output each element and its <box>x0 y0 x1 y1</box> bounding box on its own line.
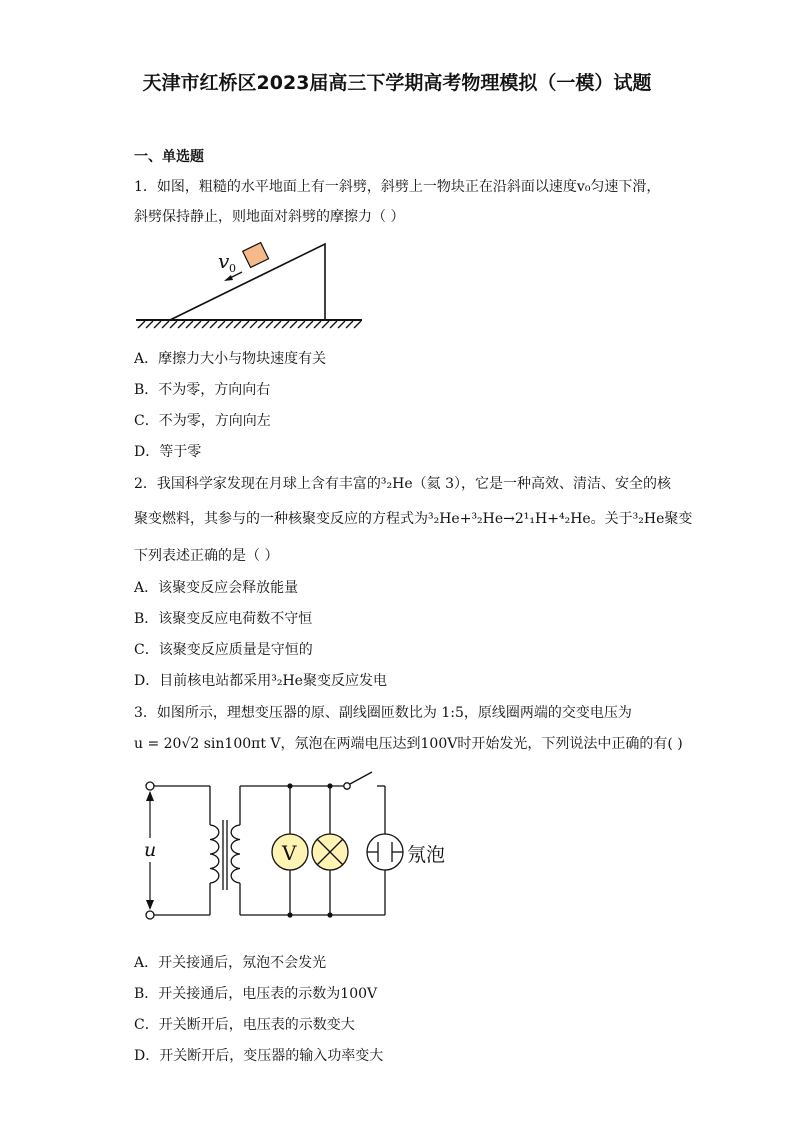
neon-label: 氖泡 <box>407 844 446 866</box>
q3-stem-line2: u = 20√2 sin100πt V，氖泡在两端电压达到100V时开始发光，下列说法中正确的有( ) <box>134 736 683 752</box>
q3-option-b: B．开关接通后，电压表的示数为100V <box>134 986 378 1002</box>
q3-stem-line1: 3．如图所示，理想变压器的原、副线圈匝数比为 1:5，原线圈两端的交变电压为 <box>134 705 632 721</box>
q2-option-b: B．该聚变反应电荷数不守恒 <box>134 611 313 627</box>
q2-stem-line1: 2．我国科学家发现在月球上含有丰富的³₂He（氦 3），它是一种高效、清洁、安全的核 <box>134 476 671 492</box>
incline-figure <box>130 236 370 332</box>
q1-stem-line2: 斜劈保持静止，则地面对斜劈的摩擦力（ ） <box>134 209 405 225</box>
voltage-label: u <box>144 839 157 861</box>
section-heading: 一、单选题 <box>134 149 204 165</box>
switch-blade <box>350 772 372 784</box>
q1-option-d: D．等于零 <box>134 444 202 460</box>
q2-stem-line2: 聚变燃料，其参与的一种核聚变反应的方程式为³₂He+³₂He→2¹₁H+⁴₂He。关于³₂He聚变 <box>134 511 693 527</box>
input-terminal-bottom <box>146 911 154 919</box>
q1-option-a: A．摩擦力大小与物块速度有关 <box>134 351 327 367</box>
transformer-circuit <box>140 770 470 925</box>
q1-option-b: B．不为零，方向向右 <box>134 382 271 398</box>
q2-option-d: D．目前核电站都采用³₂He聚变反应发电 <box>134 673 387 689</box>
voltmeter-label: V <box>282 841 297 865</box>
q1-option-c: C．不为零，方向向左 <box>134 413 271 429</box>
q3-option-c: C．开关断开后，电压表的示数变大 <box>134 1017 355 1033</box>
svg-text:0: 0 <box>229 262 236 275</box>
q2-option-a: A．该聚变反应会释放能量 <box>134 580 299 596</box>
switch-contact <box>344 783 350 789</box>
q2-option-c: C．该聚变反应质量是守恒的 <box>134 642 313 658</box>
secondary-coil <box>231 825 240 883</box>
q3-option-d: D．开关断开后，变压器的输入功率变大 <box>134 1048 384 1064</box>
q2-stem-line3: 下列表述正确的是（ ） <box>134 548 279 564</box>
ground-hatching <box>136 320 362 328</box>
velocity-label: v <box>218 249 230 273</box>
block <box>243 243 269 268</box>
input-terminal-top <box>146 782 154 790</box>
q1-stem-line1: 1．如图，粗糙的水平地面上有一斜劈，斜劈上一物块正在沿斜面以速度v₀匀速下滑， <box>134 179 661 195</box>
q3-option-a: A．开关接通后，氖泡不会发光 <box>134 955 327 971</box>
primary-coil <box>210 825 219 883</box>
page-title: 天津市红桥区2023届高三下学期高考物理模拟（一模）试题 <box>142 72 652 94</box>
